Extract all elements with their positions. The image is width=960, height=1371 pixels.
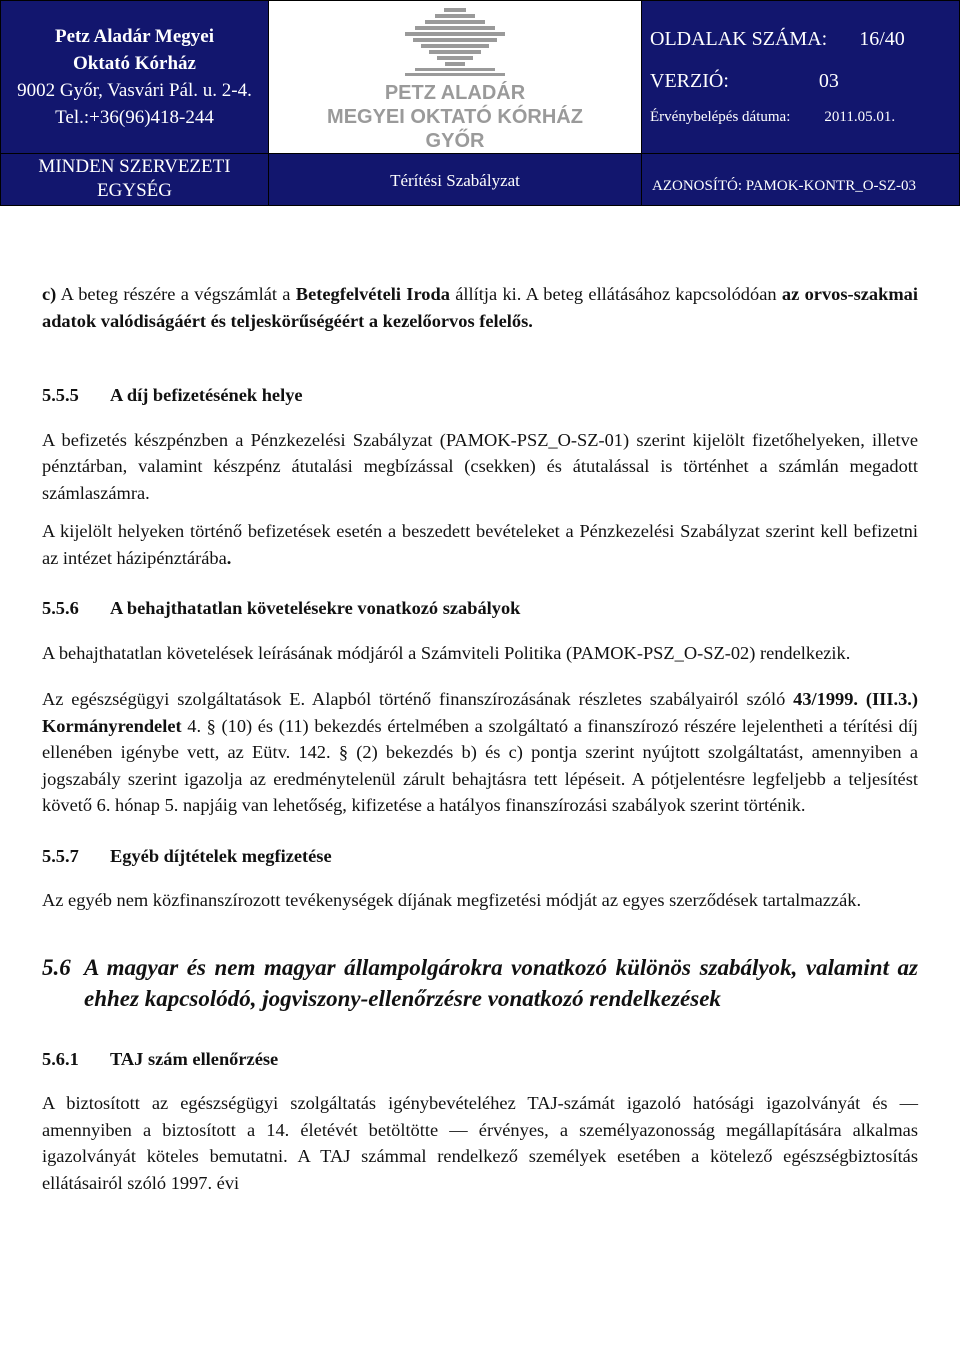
heading-title: A behajthatatlan követelésekre vonatkozó szabályok — [110, 598, 521, 618]
heading-5-6 — [42, 952, 918, 1014]
text-run-bold: Betegfelvételi Iroda — [295, 284, 450, 304]
heading-5-6-1 — [42, 1046, 918, 1073]
heading-5-5-6 — [42, 595, 918, 622]
unit-line-2: EGYSÉG — [97, 180, 172, 202]
heading-number: 5.6.1 — [42, 1048, 79, 1069]
logo-line-1: PETZ ALADÁR — [384, 81, 526, 104]
text-run: A beteg részére a végszámlát a — [56, 284, 296, 304]
document-header — [0, 0, 960, 206]
text-run: 4. § (10) és (11) bekezdés értelmében a szolgáltató a finanszírozó részére lejelentheti a térítési díj ellenében igénybe vett, az Eütv. 142. § (2) bekezdés b) és c) pontja szerint nyújtott szolgáltatást, amennyiben a jogszabály szerint igazolja az eredménytelenül zárult behajtásra tett lépéseit. A pótjelentésre legfeljebb a teljesítést követő 6. hónap 5. napjáig van lehetőség, kifizetése a hatályos finanszírozási szabályok szerint történik. — [42, 715, 918, 815]
pages-value: 16/40 — [859, 27, 905, 50]
version-label: VERZIÓ: — [650, 69, 729, 92]
heading-5-5-7 — [42, 843, 918, 870]
unit-cell — [1, 153, 269, 205]
paragraph — [42, 686, 918, 819]
logo-line-3: GYŐR — [425, 129, 485, 152]
heading-5-5-5 — [42, 382, 918, 409]
org-address: 9002 Győr, Vasvári Pál. u. 2-4. — [17, 79, 252, 101]
text-run: állítja ki. A beteg ellátásához kapcsolódóan — [449, 284, 782, 304]
page-body — [42, 281, 918, 1208]
text-run: A kijelölt helyeken történő befizetések esetén a beszedett bevételeket a Pénzkezelési Szabályzat szerint kell befizetni az intézet házipénztárába — [42, 521, 918, 568]
effective-date-value: 2011.05.01. — [824, 108, 896, 125]
hospital-logo — [269, 1, 642, 154]
heading-title: TAJ szám ellenőrzése — [110, 1048, 279, 1069]
heading-number: 5.6 — [42, 954, 71, 980]
text-run-bold: . — [226, 547, 232, 568]
org-name: Petz Aladár Megyei — [55, 25, 214, 47]
org-subname: Oktató Kórház — [73, 52, 196, 74]
document-identifier: AZONOSÍTÓ: PAMOK-KONTR_O-SZ-03 — [642, 153, 960, 205]
unit-line-1: MINDEN SZERVEZETI — [38, 156, 231, 178]
document-title: Térítési Szabályzat — [269, 153, 642, 205]
paragraph: A befizetés készpénzben a Pénzkezelési Szabályzat (PAMOK-PSZ_O-SZ-01) szerint kijelölt fizetőhelyeken, illetve pénztárban, valamint készpénz átutalási megbízással (csekken) és átutalással is történhet a számlán megadott számlaszámra. — [42, 429, 918, 503]
paragraph-c — [42, 281, 918, 334]
paragraph — [42, 518, 918, 571]
logo-line-2: MEGYEI OKTATÓ KÓRHÁZ — [327, 105, 583, 128]
document-meta-block — [642, 1, 960, 154]
text-run-bold: 43/1999. (III.3.) Kormányrendelet — [42, 689, 918, 736]
heading-number: 5.5.5 — [42, 385, 79, 405]
paragraph: A biztosított az egészségügyi szolgáltatás igénybevételéhez TAJ-számát igazoló hatósági igazolványát és — amennyiben a biztosított a 14. életévét betöltötte — érvényes, a személyazonosság megállapítására alkalmas igazolványát köteles bemutatni. A TAJ számmal rendelkező személyek esetében a kötelező egészségbiztosítás ellátásairól szóló 1997. évi — [42, 1093, 918, 1193]
org-phone: Tel.:+36(96)418-244 — [55, 106, 214, 128]
heading-title: A magyar és nem magyar állampolgárokra vonatkozó különös szabályok, valamint az ehhez kapcsolódó, jogviszony-ellenőrzésre vonatkozó rendelkezések — [84, 954, 918, 1011]
effective-date-label: Érvénybelépés dátuma: — [650, 108, 791, 125]
heading-number: 5.5.6 — [42, 598, 79, 618]
text-run-bold: az orvos-szakmai adatok valódiságáért és teljeskörűségéért a kezelőorvos felelős. — [42, 284, 918, 331]
heading-title: A díj befizetésének helye — [110, 385, 303, 405]
organization-block — [1, 1, 269, 154]
version-value: 03 — [818, 69, 839, 92]
heading-title: Egyéb díjtételek megfizetése — [110, 845, 332, 866]
hospital-logo-graphic — [305, 2, 605, 152]
pages-label: OLDALAK SZÁMA: — [650, 27, 828, 50]
heading-number: 5.5.7 — [42, 845, 79, 866]
paragraph: Az egyéb nem közfinanszírozott tevékenységek díjának megfizetési módját az egyes szerződések tartalmazzák. — [42, 890, 862, 910]
text-run: Az egészségügyi szolgáltatások E. Alapból történő finanszírozásának részletes szabályairól szóló — [42, 689, 794, 709]
paragraph: A behajthatatlan követelések leírásának módjáról a Számviteli Politika (PAMOK-PSZ_O-SZ-02) rendelkezik. — [42, 642, 851, 663]
list-marker-c: c) — [42, 284, 57, 304]
